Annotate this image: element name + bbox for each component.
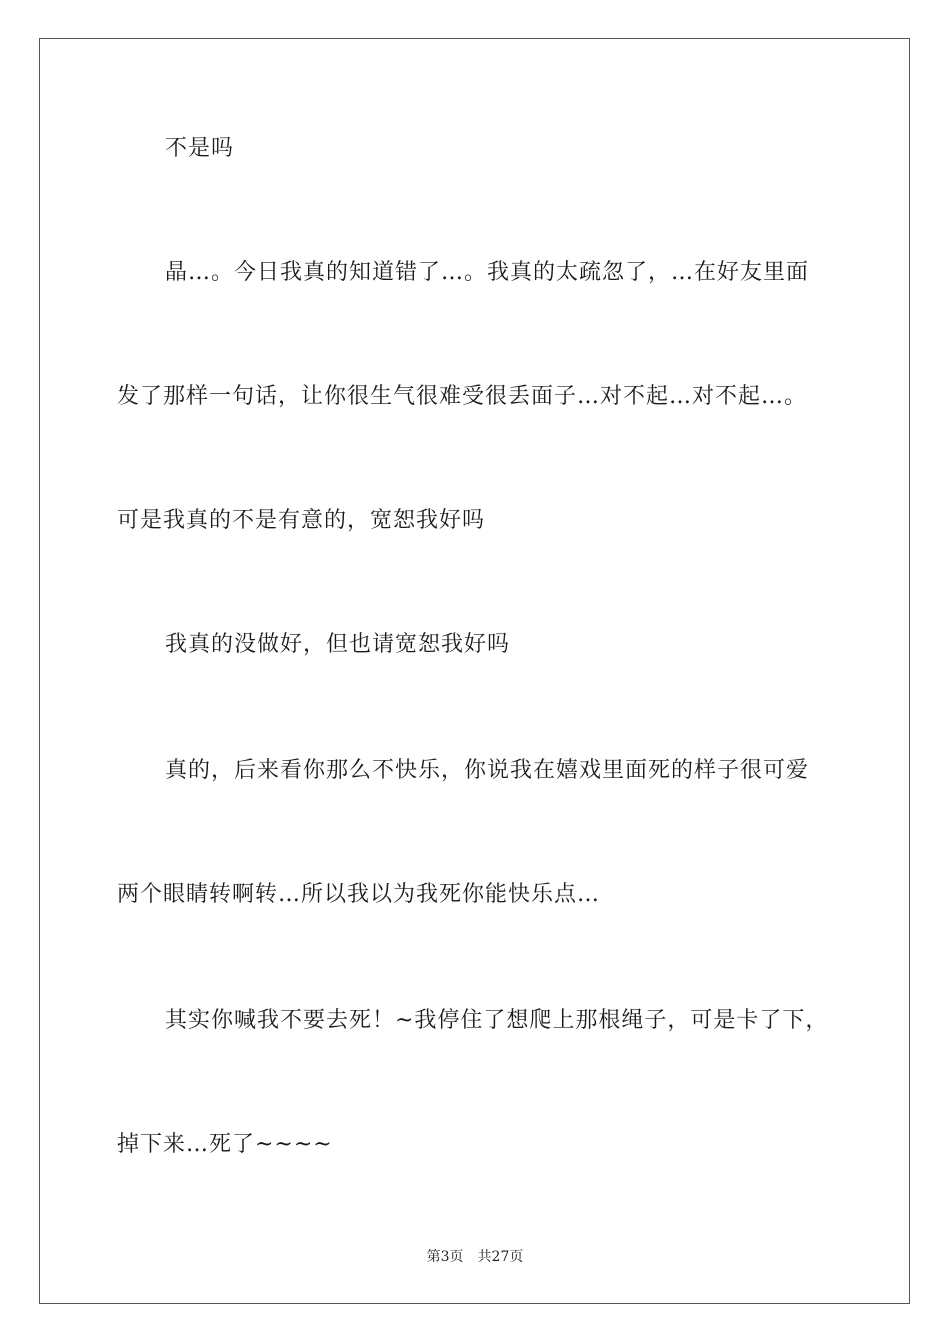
page-frame: [39, 38, 910, 1304]
paragraph-line: 可是我真的不是有意的，宽恕我好吗: [117, 508, 486, 533]
paragraph-line: 其实你喊我不要去死！~我停住了想爬上那根绳子，可是卡了下，: [165, 1008, 829, 1033]
page-footer: [0, 1247, 950, 1267]
paragraph-line: 两个眼睛转啊转…所以我以为我死你能快乐点…: [117, 882, 601, 907]
paragraph-line: 我真的没做好，但也请宽恕我好吗: [165, 632, 511, 657]
paragraph-line: 掉下来…死了~~~~: [117, 1132, 333, 1157]
paragraph-line: 发了那样一句话，让你很生气很难受很丢面子…对不起…对不起…。: [117, 384, 808, 409]
page-total: 共27页: [477, 1249, 524, 1265]
paragraph-line: 不是吗: [165, 136, 235, 161]
paragraph-line: 真的，后来看你那么不快乐，你说我在嬉戏里面死的样子很可爱: [165, 758, 810, 783]
page-number: 第3页: [426, 1249, 464, 1265]
paragraph-line: 晶…。今日我真的知道错了…。我真的太疏忽了，…在好友里面: [165, 260, 810, 285]
